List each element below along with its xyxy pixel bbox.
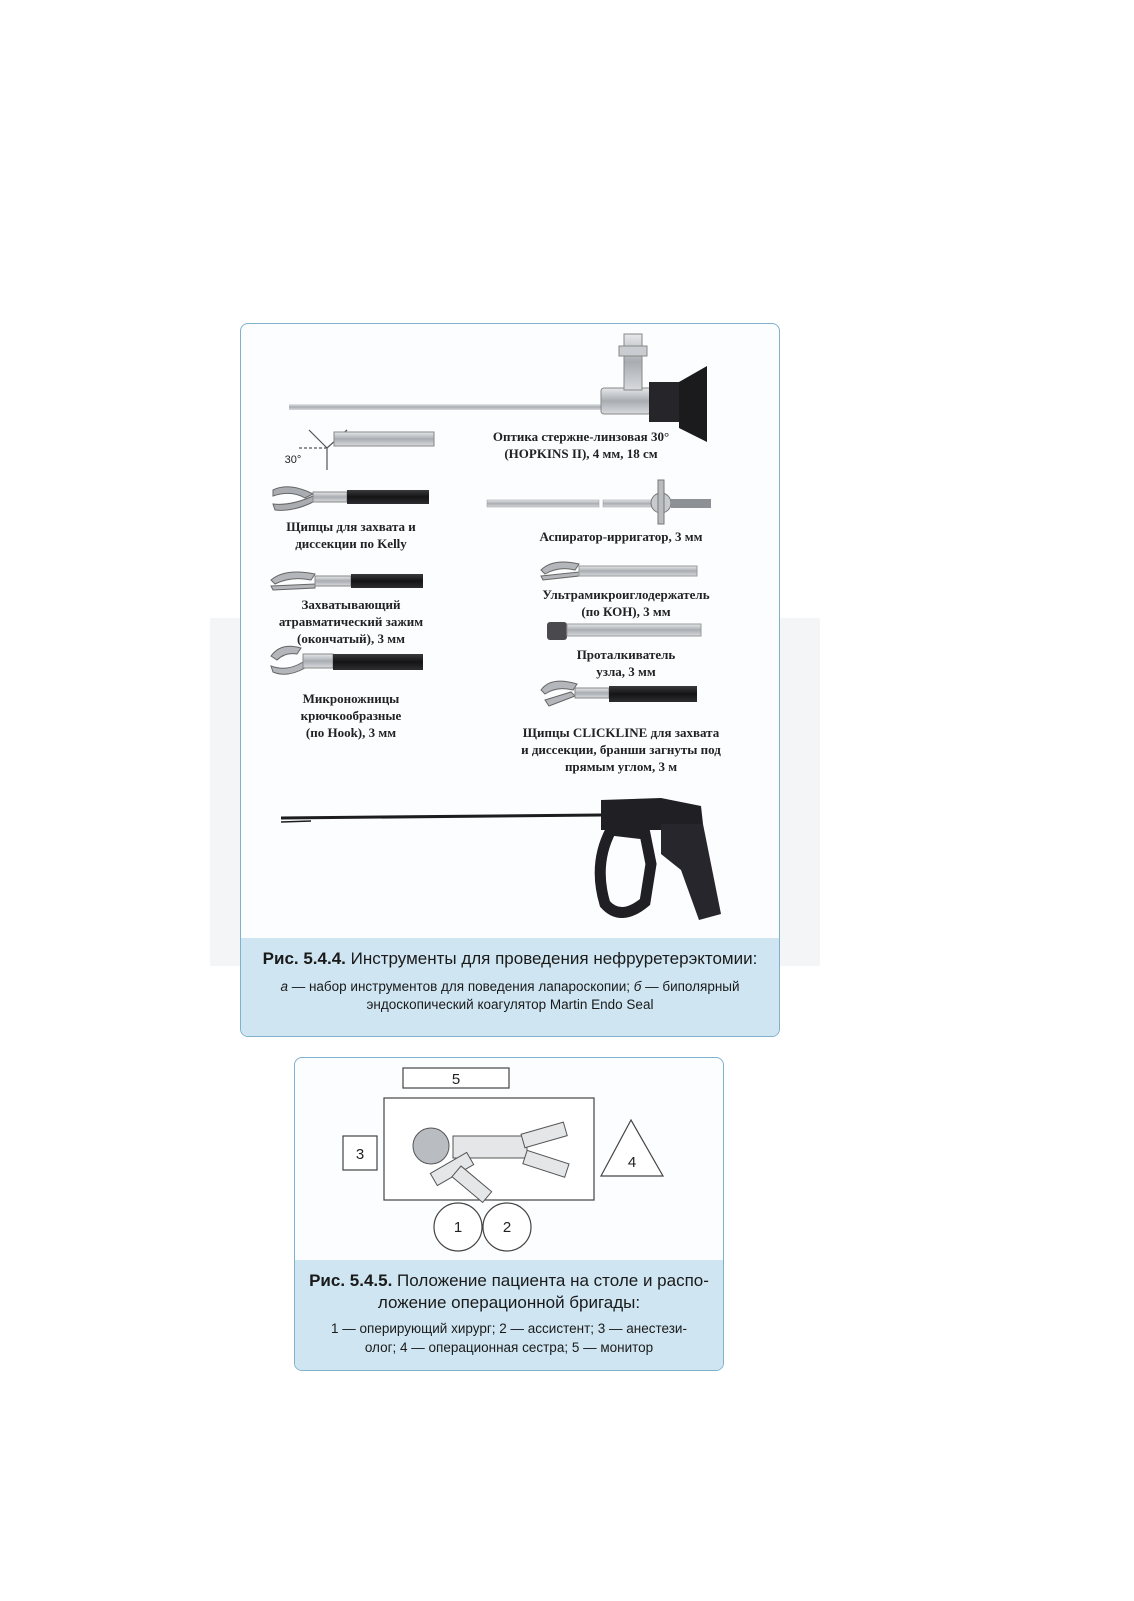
knot-pusher-icon (547, 622, 701, 640)
label-angle: 30° (284, 454, 302, 466)
figure1-number: Рис. 5.4.4. (262, 949, 346, 968)
figure2-caption-title1 (295, 1270, 723, 1291)
kelly-forceps-icon (273, 487, 429, 511)
label-kelly (261, 518, 441, 552)
hook-scissors-icon (271, 646, 423, 674)
label-clickline-line3: прямым углом, 3 м (564, 759, 678, 774)
clickline-forceps-icon (541, 681, 697, 706)
aspirator-irrigator-icon (487, 480, 711, 524)
figure2-caption-line1: 1 — оперирующий хирург; 2 — ассистент; 3 — анестези- (331, 1321, 687, 1336)
endo-seal-coagulator-icon (281, 798, 721, 920)
figure2-number: Рис. 5.4.5. (309, 1271, 393, 1290)
figure2-caption-title2: ложение операционной бригады: (377, 1293, 641, 1312)
bleed-through-right (776, 618, 820, 966)
optics-tip-icon (299, 430, 434, 470)
figure1-part-a: а (280, 979, 288, 994)
figure-instruments (240, 323, 780, 1037)
number-2: 2 (502, 1219, 512, 1236)
needle-holder-icon (541, 562, 697, 580)
figure1-caption-line1 (241, 978, 779, 996)
number-4: 4 (627, 1154, 637, 1171)
figure2-caption-line2: олог; 4 — операционная сестра; 5 — монитор (364, 1340, 654, 1355)
number-3: 3 (355, 1146, 365, 1163)
label-knot-pusher (541, 646, 711, 680)
figure1-title: Инструменты для проведения нефруретерэктомии: (345, 949, 758, 968)
label-clamp-line2: атравматический зажим (278, 614, 424, 629)
figure2-title1: Положение пациента на столе и распо- (392, 1271, 709, 1290)
label-optics-line2: (HOPKINS II), 4 мм, 18 см (504, 446, 658, 461)
figure1-caption (241, 938, 779, 1036)
label-scissors-line2: крючкообразные (300, 708, 402, 723)
label-clamp-line1: Захватывающий (301, 597, 401, 612)
label-kelly-line2: диссекции по Kelly (295, 536, 407, 551)
label-clickline (491, 724, 751, 775)
figure-patient-position (294, 1057, 724, 1371)
number-1: 1 (453, 1219, 463, 1236)
figure1-caption-line2: эндоскопический коагулятор Martin Endo Seal (366, 997, 654, 1012)
atraumatic-clamp-icon (271, 572, 423, 590)
figure1-caption-title (241, 948, 779, 969)
label-needle-holder-line1: Ультрамикроиглодержатель (542, 587, 710, 602)
label-knot-pusher-line1: Проталкиватель (576, 647, 676, 662)
figure1-part-b: б (633, 979, 642, 994)
label-clickline-line2: и диссекции, бранши загнуты под (521, 742, 721, 757)
label-knot-pusher-line2: узла, 3 мм (596, 664, 656, 679)
label-clamp-line3: (окончатый), 3 мм (297, 631, 405, 646)
telescope-optics-icon (289, 334, 707, 442)
positioning-diagram (295, 1058, 723, 1268)
label-scissors-line1: Микроножницы (302, 691, 400, 706)
label-optics-line1: Оптика стержне-линзовая 30° (492, 429, 670, 444)
figure1-text1: — набор инструментов для поведения лапароскопии; (287, 979, 634, 994)
label-aspirator (511, 528, 731, 545)
label-scissors-line3: (по Hook), 3 мм (305, 725, 397, 740)
label-clickline-line1: Щипцы CLICKLINE для захвата (522, 725, 720, 740)
label-optics (461, 428, 701, 462)
label-scissors (261, 690, 441, 741)
label-needle-holder-line2: (по КОН), 3 мм (581, 604, 671, 619)
number-5: 5 (451, 1071, 461, 1088)
label-kelly-line1: Щипцы для захвата и (286, 519, 416, 534)
label-clamp (251, 596, 451, 647)
label-needle-holder (511, 586, 741, 620)
figure1-text1-end: — биполярный (641, 979, 740, 994)
label-aspirator-line1: Аспиратор-ирригатор, 3 мм (539, 529, 703, 544)
figure2-caption (295, 1260, 723, 1370)
